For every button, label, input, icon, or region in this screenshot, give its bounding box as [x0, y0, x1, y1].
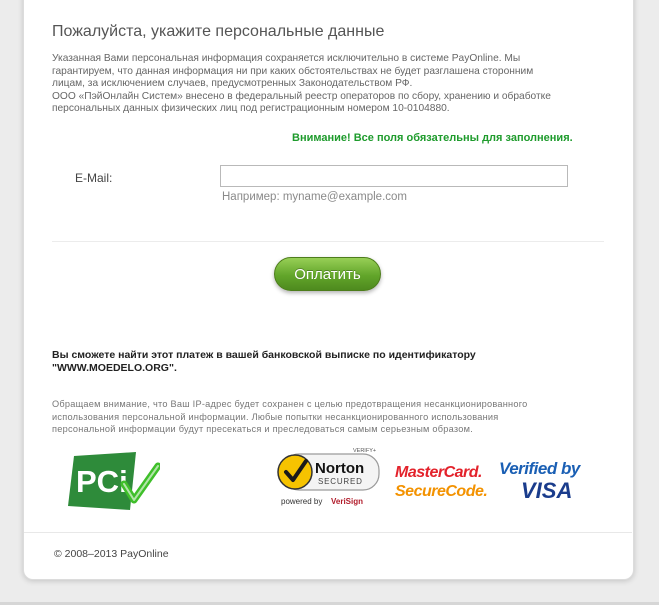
- securecode-text: SecureCode.: [395, 483, 487, 500]
- ip-notice-line: Обращаем внимание, что Ваш IP-адрес будет сохранен с целью предотвращения несанкционированного: [52, 399, 528, 409]
- bank-statement-note: [52, 349, 572, 375]
- norton-secured-logo: [273, 446, 381, 508]
- divider: [52, 241, 604, 242]
- privacy-info-line: лицам, за исключением случаев, предусмотренных Законодательством РФ.: [52, 78, 413, 89]
- bank-statement-identifier: "WWW.MOEDELO.ORG".: [52, 362, 177, 374]
- mastercard-text: MasterCard.: [395, 464, 482, 481]
- verified-by-visa-logo: [497, 456, 599, 504]
- ip-notice-line: персональной информации будут пресекаться и преследоваться самым серьезным образом.: [52, 424, 473, 435]
- mastercard-securecode-logo: [393, 460, 487, 500]
- page-title: Пожалуйста, укажите персональные данные: [52, 23, 385, 40]
- footer-divider: [24, 532, 632, 533]
- bank-statement-line: Вы сможете найти этот платеж в вашей банковской выписке по идентификатору: [52, 349, 476, 361]
- pci-text: PCi: [76, 464, 128, 499]
- privacy-info-line: персональных данных физических лиц под регистрационным номером 10-0104880.: [52, 103, 450, 114]
- pay-button[interactable]: Оплатить: [274, 257, 381, 291]
- ip-notice: [52, 398, 592, 436]
- verified-by-text: Verified by: [499, 459, 580, 478]
- email-label: E-Mail:: [75, 171, 113, 185]
- required-fields-warning: Внимание! Все поля обязательны для заполнения.: [292, 132, 573, 144]
- privacy-info-line: Указанная Вами персональная информация сохраняется исключительно в системе PayOnline. Мы: [52, 53, 521, 64]
- norton-verisign-text: VeriSign: [331, 497, 364, 506]
- privacy-info-line: гарантируем, что данная информация ни при каких обстоятельствах не будет разглашена сторонним: [52, 65, 534, 77]
- norton-verify-text: VERIFY+: [353, 448, 377, 454]
- privacy-info-line: ООО «ПэйОнлайн Систем» внесено в федеральный реестр операторов по сбору, хранению и обработке: [52, 90, 551, 102]
- ip-notice-line: использования персональной информации. Любые попытки несанкционированного использования: [52, 411, 499, 422]
- norton-secured-text: SECURED: [318, 477, 363, 486]
- copyright: © 2008–2013 PayOnline: [54, 548, 169, 560]
- email-hint: Например: myname@example.com: [222, 191, 407, 203]
- email-input[interactable]: [220, 165, 568, 187]
- privacy-info: [52, 53, 612, 116]
- norton-name-text: Norton: [315, 460, 365, 477]
- norton-powered-text: powered by: [281, 497, 323, 506]
- pci-logo: [68, 452, 160, 510]
- visa-text: VISA: [521, 478, 573, 503]
